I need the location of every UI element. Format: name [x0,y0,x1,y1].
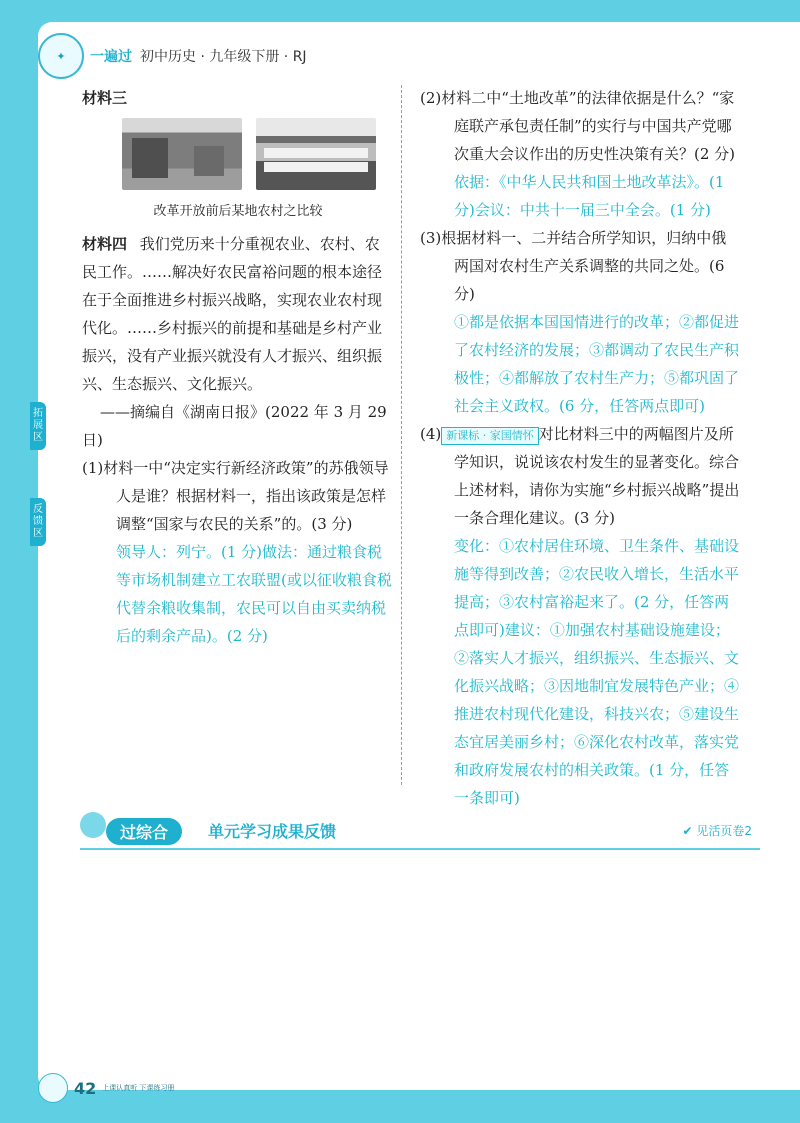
question-3: (3)根据材料一、二并结合所学知识，归纳中俄两国对农村生产关系调整的共同之处。(6 分) [420,229,727,303]
brand-label: 一遍过 [90,49,132,65]
material4-text: 我们党历来十分重视农业、农村、农民工作。……解决好农民富裕问题的根本途径在于全面推进乡村振兴战略，实现农业农村现代化。……乡村振兴的前提和基础是乡村产业振兴，没有产业振兴就没有人才振兴、组织振兴、生态振兴、文化振兴。 [82,235,383,393]
answer-2: 依据：《中华人民共和国土地改革法》。(1 分)会议：中共十一届三中全会。(1 分) [454,173,725,219]
village-after-photo [256,118,376,190]
answer-3: ①都是依据本国国情进行的改革；②都促进了农村经济的发展；③都调动了农民生产积极性；④都解放了农村生产力；⑤都巩固了社会主义政权。(6 分，任答两点即可) [454,313,740,415]
photo-row [122,118,394,190]
material4-label: 材料四 [82,235,128,253]
question-2: (2)材料二中“土地改革”的法律依据是什么？“家庭联产承包责任制”的实行与中国共产党哪次重大会议作出的历史性决策有关？(2 分) [420,89,736,163]
section-tag: 过综合 [106,818,182,845]
question-1: (1)材料一中“决定实行新经济政策”的苏俄领导人是谁？根据材料一，指出该政策是怎样调整“国家与农民的关系”的。(3 分) [82,459,389,533]
material3-title: 材料三 [82,89,128,107]
section-subtitle: 单元学习成果反馈 [208,822,337,841]
material4-paragraph [82,230,394,398]
question-4-text: 对比材料三中的两幅图片及所学知识，说说该农村发生的显著变化。综合上述材料，请你为实施“乡村振兴战略”提出一条合理化建议。(3 分) [454,425,740,527]
side-tab-feedback[interactable]: 反馈区 [30,498,46,546]
photo-caption: 改革开放前后某地农村之比较 [153,204,323,219]
question-4 [420,420,740,532]
page-number: 42 [74,1078,97,1098]
section-underline [80,848,760,850]
column-divider [401,85,402,785]
mascot-icon [80,812,106,838]
mascot-icon: ✦ [38,33,84,79]
page-footer [38,1073,175,1103]
right-column [420,84,740,812]
answer-1: 领导人：列宁。(1 分)做法：通过粮食税等市场机制建立工农联盟(或以征收粮食税代替余粮收集制，农民可以自由买卖纳税后的剩余产品)。(2 分) [116,543,392,645]
see-worksheet-link[interactable]: ✔ 见活页卷2 [682,824,752,838]
question-4-badge: 新课标 · 家国情怀 [441,427,539,445]
question-4-number: (4) [420,425,442,443]
left-column [82,84,394,650]
village-before-photo [122,118,242,190]
side-tab-extend[interactable]: 拓展区 [30,402,46,450]
material4-source: ——摘编自《湖南日报》(2022 年 3 月 29 日) [82,403,387,449]
answer-4: 变化：①农村居住环境、卫生条件、基础设施等得到改善；②农民收入增长，生活水平提高；③农村富裕起来了。(2 分，任答两点即可)建议：①加强农村基础设施建设；②落实人才振兴，组织振兴、生态振兴、文化振兴战略；③因地制宜发展特色产业；④推进农村现代化建设，科技兴农；⑤建设生态宜居美丽乡村；⑥深化农村改革，落实党和政府发展农村的相关政策。(1 分，任答一条即可) [454,537,740,807]
book-title: 初中历史 · 九年级下册 · RJ [140,49,307,65]
mascot-icon [38,1073,68,1103]
section-bar [80,812,760,850]
footer-tagline: 上课认真听 下课练习册 [102,1084,175,1092]
page-header [38,36,307,76]
